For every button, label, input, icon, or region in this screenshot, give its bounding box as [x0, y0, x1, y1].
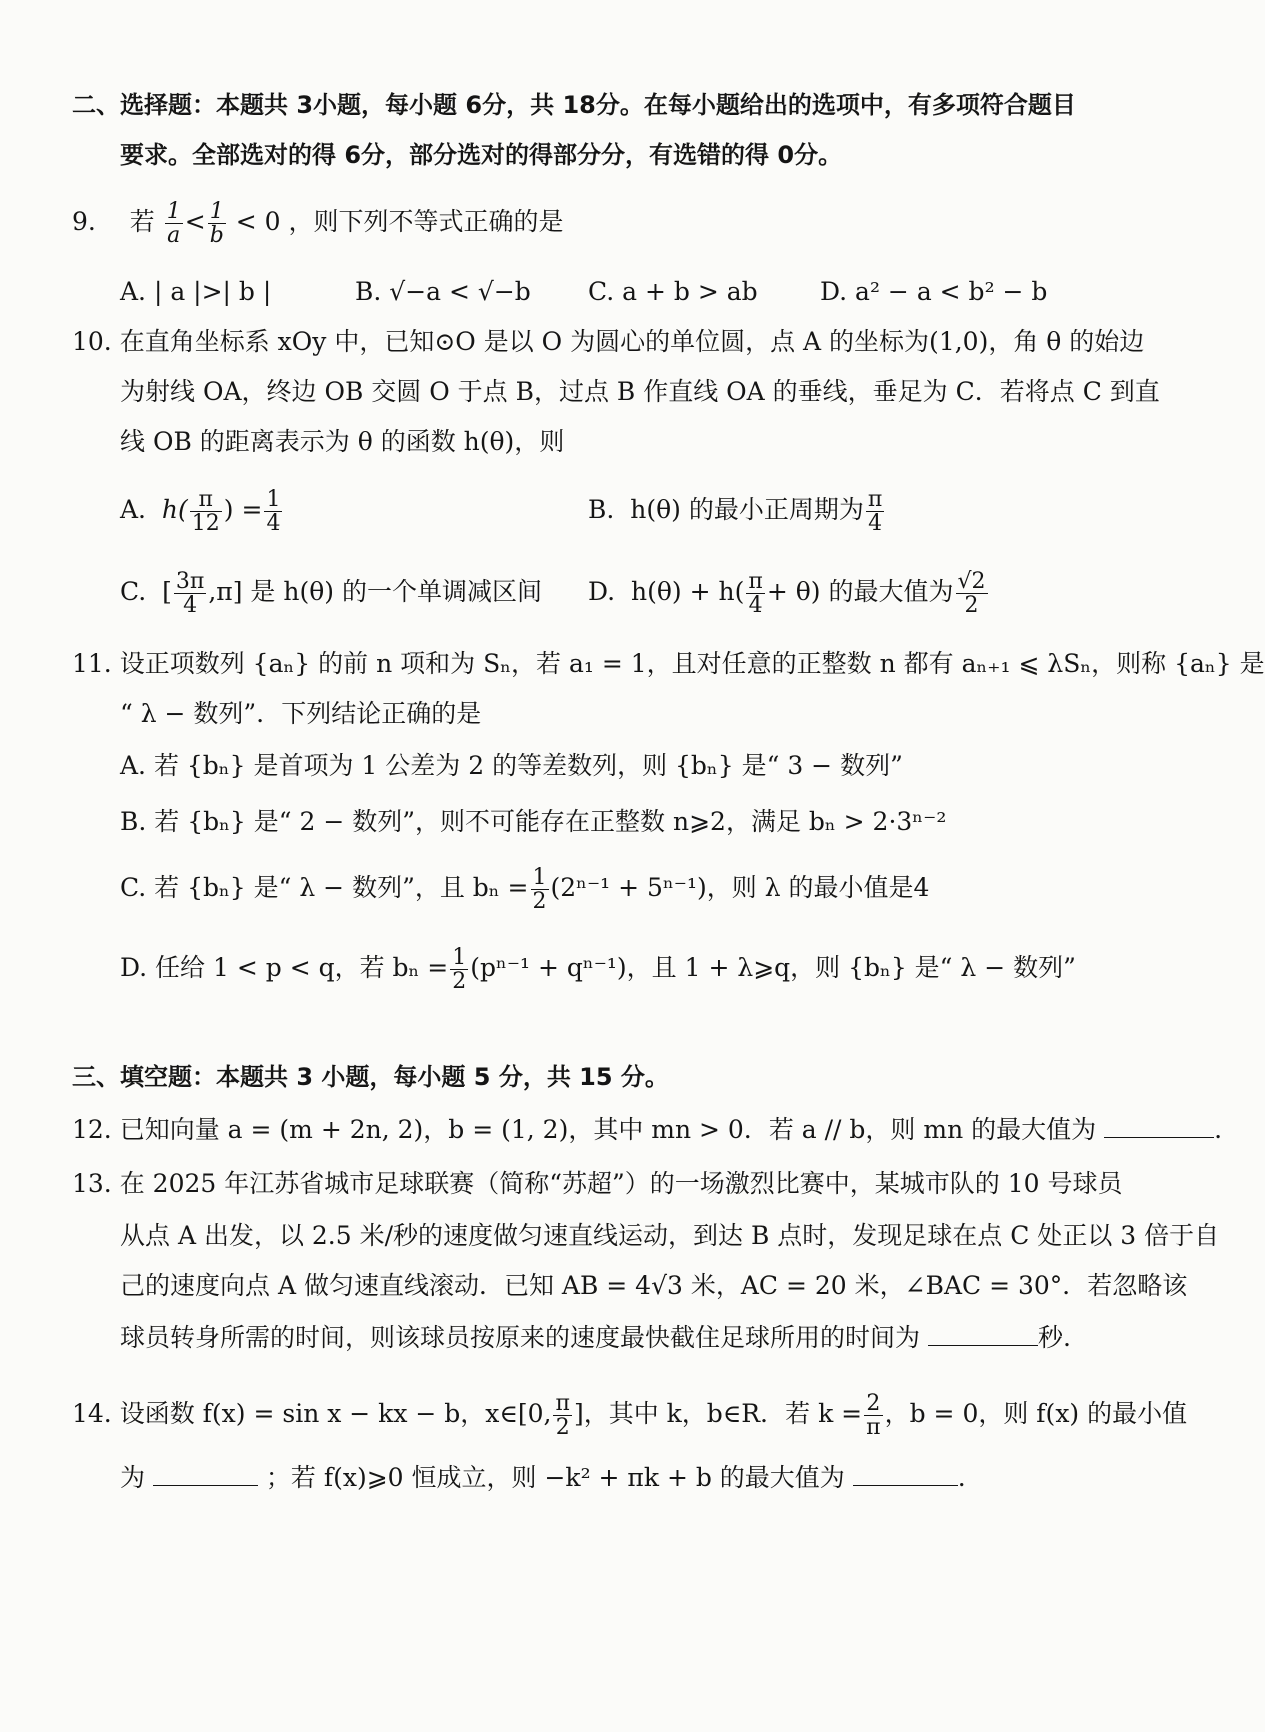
q10-line3: 线 OB 的距离表示为 θ 的函数 h(θ)，则: [120, 427, 565, 456]
q11-option-a: A. 若 {bₙ} 是首项为 1 公差为 2 的等差数列，则 {bₙ} 是“ 3 − 数列”: [120, 751, 903, 780]
q10-option-d: D. h(θ) + h( $\frac{\pi}{4}$ + θ) 的最大值为 $\frac{√2}{2}$: [588, 569, 986, 619]
q13-line1: [72, 1170, 1123, 1199]
q13-text-1: 在 2025 年江苏省城市足球联赛（简称“苏超”）的一场激烈比赛中，某城市队的 10 号球员: [119, 1169, 1123, 1198]
q14-line2: 为 ；若 f(x)⩾0 恒成立，则 −k² + πk + b 的最大值为 .: [120, 1463, 966, 1492]
q12-text: 已知向量 a = (m + 2n, 2)，b = (1, 2)，其中 mn > 0．若 a // b，则 mn 的最大值为: [119, 1115, 1097, 1144]
q10-number: 10.: [72, 327, 112, 356]
q12-answer-blank[interactable]: [1104, 1117, 1214, 1138]
q10-c-frac-3pi-4: $\frac{3\pi}{4}$: [175, 569, 205, 619]
q10-d-frac-pi-4: $\frac{\pi}{4}$: [748, 569, 763, 619]
q10-text-1: 在直角坐标系 xOy 中，已知⊙O 是以 O 为圆心的单位圆，点 A 的坐标为(1,0)，角 θ 的始边: [119, 327, 1145, 356]
q13-answer-blank[interactable]: [928, 1325, 1038, 1346]
q13-line4: 球员转身所需的时间，则该球员按原来的速度最快截住足球所用的时间为 秒.: [120, 1323, 1071, 1352]
q10-b-frac-pi-4: $\frac{\pi}{4}$: [867, 487, 883, 537]
q11-d-frac-1-2: $\frac{1}{2}$: [452, 945, 467, 995]
q9-stem: 9. 若 $\frac{1}{a}$ < $\frac{1}{b}$ < 0 ，则下列不等式正确的是: [72, 199, 564, 249]
section2-heading-cont: 要求。全部选对的得 6分，部分选对的得部分分，有选错的得 0分。: [120, 141, 843, 169]
q9-stem-suffix: < 0 ，则下列不等式正确的是: [235, 207, 564, 237]
q14-frac-pi-2: $\frac{\pi}{2}$: [555, 1391, 570, 1441]
q10-line2: 为射线 OA，终边 OB 交圆 O 于点 B，过点 B 作直线 OA 的垂线，垂足为 C．若将点 C 到直: [120, 377, 1160, 406]
q10-option-a: A. h( $\frac{\pi}{12}$ ) = $\frac{1}{4}$: [120, 487, 281, 537]
q11-option-c: C. 若 {bₙ} 是“ λ − 数列”，且 bₙ = $\frac{1}{2}$ (2ⁿ⁻¹ + 5ⁿ⁻¹)，则 λ 的最小值是4: [120, 865, 930, 915]
q10-line1: [72, 328, 1144, 357]
q11-number: 11.: [72, 649, 112, 678]
q14-answer-blank-2[interactable]: [853, 1465, 958, 1486]
q11-line2: “ λ − 数列”．下列结论正确的是: [120, 699, 482, 728]
q10-a-frac-pi-12: $\frac{\pi}{12}$: [191, 487, 220, 537]
q13-line2: 从点 A 出发，以 2.5 米/秒的速度做匀速直线运动，到达 B 点时，发现足球在点 C 处正以 3 倍于自: [120, 1221, 1220, 1250]
q9-option-c: C. a + b > ab: [588, 277, 758, 306]
q9-option-a: A. | a |>| b |: [120, 277, 272, 306]
q9-number: 9.: [72, 207, 96, 237]
q11-option-b: B. 若 {bₙ} 是“ 2 − 数列”，则不可能存在正整数 n⩾2，满足 bₙ > 2·3ⁿ⁻²: [120, 807, 947, 836]
q10-d-frac-sqrt2-2: $\frac{√2}{2}$: [957, 569, 986, 619]
q13-line3: 己的速度向点 A 做匀速直线滚动．已知 AB = 4√3 米，AC = 20 米，∠BAC = 30°．若忽略该: [120, 1271, 1188, 1300]
q12-number: 12.: [72, 1115, 112, 1144]
q14-answer-blank-1[interactable]: [153, 1465, 258, 1486]
q11-c-frac-1-2: $\frac{1}{2}$: [532, 865, 547, 915]
q10-a-frac-1-4: $\frac{1}{4}$: [266, 487, 281, 537]
q10-option-b: B. h(θ) 的最小正周期为 $\frac{\pi}{4}$: [588, 487, 883, 537]
q9-option-d: D. a² − a < b² − b: [820, 277, 1048, 306]
q11-option-d: D. 任给 1 < p < q，若 bₙ = $\frac{1}{2}$ (pⁿ⁻¹ + qⁿ⁻¹)，且 1 + λ⩾q，则 {bₙ} 是“ λ − 数列”: [120, 945, 1076, 995]
q11-text-1: 设正项数列 {aₙ} 的前 n 项和为 Sₙ，若 a₁ = 1，且对任意的正整数 n 都有 aₙ₊₁ ⩽ λSₙ，则称 {aₙ} 是: [119, 649, 1265, 678]
q11-line1: [72, 650, 1265, 679]
q9-frac-1-over-b: $\frac{1}{b}$: [209, 199, 224, 249]
q12-line: 12. 已知向量 a = (m + 2n, 2)，b = (1, 2)，其中 mn > 0．若 a // b，则 mn 的最大值为 .: [72, 1115, 1223, 1144]
q14-number: 14.: [72, 1399, 112, 1429]
section2-heading: 二、选择题：本题共 3小题，每小题 6分，共 18分。在每小题给出的选项中，有多项符合题目: [72, 91, 1076, 119]
q10-option-c: C. [ $\frac{3\pi}{4}$ ,π] 是 h(θ) 的一个单调减区间: [120, 569, 542, 619]
q9-option-b: B. √−a < √−b: [355, 277, 531, 306]
section3-heading: 三、填空题：本题共 3 小题，每小题 5 分，共 15 分。: [72, 1063, 669, 1091]
q13-number: 13.: [72, 1169, 112, 1198]
q14-frac-2-pi: $\frac{2}{\pi}$: [866, 1391, 881, 1441]
q9-frac-1-over-a: $\frac{1}{a}$: [166, 199, 181, 249]
q14-line1: 14. 设函数 f(x) = sin x − kx − b，x∈[0, $\frac{\pi}{2}$ ]，其中 k，b∈R．若 k = $\frac{2}{\pi}$ ，b = 0，则 f(x) 的最小值: [72, 1391, 1188, 1441]
q9-stem-prefix: 若: [129, 207, 155, 237]
